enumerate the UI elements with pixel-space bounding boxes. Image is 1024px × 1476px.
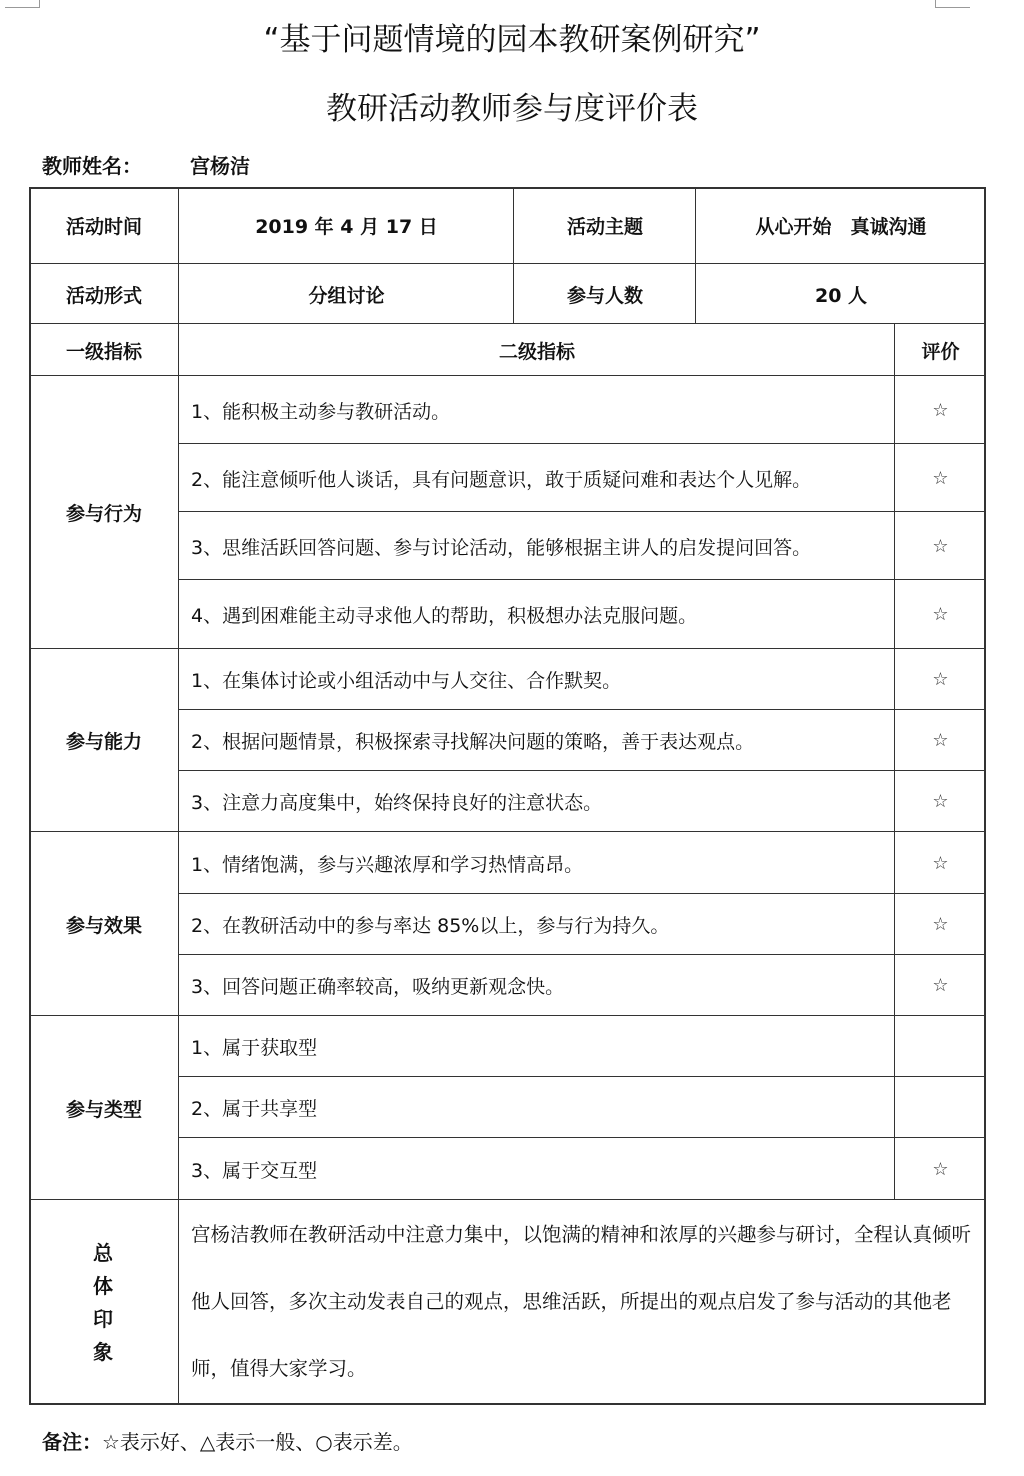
column-header-rating: 评价 (921, 340, 960, 363)
column-header-level1: 一级指标 (65, 340, 142, 363)
indicator-text: 2、属于共享型 (191, 1098, 318, 1120)
activity-time-value: 2019 年 4 月 17 日 (255, 216, 438, 238)
teacher-name-value: 宫杨洁 (190, 154, 250, 178)
footnote-text: ☆表示好、△表示一般、○表示差。 (102, 1430, 413, 1454)
document-subtitle: 教研活动教师参与度评价表 (326, 91, 698, 127)
rating-mark: ☆ (932, 669, 949, 690)
indicator-text: 1、能积极主动参与教研活动。 (191, 400, 451, 423)
activity-theme-value: 从心开始 真诚沟通 (755, 216, 927, 238)
participant-count-label: 参与人数 (566, 284, 643, 307)
rating-mark: ☆ (932, 852, 949, 874)
rating-mark: ☆ (932, 975, 949, 996)
document-title: “基于问题情境的园本教研案例研究” (263, 22, 761, 58)
impression-label-char: 体 (93, 1273, 113, 1298)
teacher-name-label: 教师姓名： (42, 154, 142, 178)
rating-mark: ☆ (932, 791, 949, 812)
impression-label (29, 1200, 177, 1405)
footnote (42, 1426, 413, 1455)
participant-count-value: 20 人 (814, 284, 868, 307)
impression-label-char: 总 (93, 1240, 113, 1265)
crop-mark-right (935, 0, 970, 8)
rating-mark: ☆ (932, 535, 949, 557)
activity-theme-label: 活动主题 (566, 216, 643, 238)
rating-mark (895, 1016, 986, 1077)
evaluation-table (29, 187, 986, 1405)
indicator-text: 2、在教研活动中的参与率达 85%以上，参与行为持久。 (191, 915, 670, 937)
indicator-text: 3、注意力高度集中，始终保持良好的注意状态。 (191, 792, 603, 814)
indicator-text: 3、属于交互型 (191, 1159, 318, 1182)
rating-mark: ☆ (932, 399, 949, 421)
column-header-level2: 二级指标 (498, 340, 575, 363)
teacher-name-row (42, 150, 250, 179)
crop-mark-left (5, 0, 40, 8)
rating-mark: ☆ (932, 730, 949, 751)
rating-mark: ☆ (932, 914, 949, 935)
rating-mark: ☆ (932, 467, 949, 489)
activity-form-label: 活动形式 (65, 284, 142, 307)
indicator-text: 1、属于获取型 (191, 1037, 318, 1059)
indicator-text: 2、根据问题情景，积极探索寻找解决问题的策略，善于表达观点。 (191, 731, 755, 753)
indicator-text: 1、情绪饱满，参与兴趣浓厚和学习热情高昂。 (191, 853, 584, 876)
indicator-text: 3、思维活跃回答问题、参与讨论活动，能够根据主讲人的启发提问回答。 (191, 536, 812, 559)
activity-form-value: 分组讨论 (308, 284, 385, 307)
rating-mark (895, 1077, 986, 1138)
activity-time-label: 活动时间 (65, 216, 142, 238)
impression-text: 宫杨洁教师在教研活动中注意力集中，以饱满的精神和浓厚的兴趣参与研讨，全程认真倾听他人回答，多次主动发表自己的观点，思维活跃，所提出的观点启发了参与活动的其他老师，值得大家学习。 (191, 1223, 972, 1380)
rating-mark: ☆ (932, 604, 949, 625)
indicator-text: 4、遇到困难能主动寻求他人的帮助，积极想办法克服问题。 (191, 605, 698, 627)
group-label-behavior: 参与行为 (65, 503, 142, 525)
group-label-type: 参与类型 (65, 1098, 142, 1121)
indicator-text: 2、能注意倾听他人谈话，具有问题意识，敢于质疑问难和表达个人见解。 (191, 468, 812, 491)
rating-mark: ☆ (932, 1158, 949, 1180)
indicator-text: 1、在集体讨论或小组活动中与人交往、合作默契。 (191, 670, 622, 692)
impression-label-char: 印 (93, 1306, 113, 1331)
group-label-effect: 参与效果 (65, 914, 142, 937)
footnote-label: 备注： (42, 1430, 102, 1454)
group-label-ability: 参与能力 (65, 731, 142, 753)
indicator-text: 3、回答问题正确率较高，吸纳更新观念快。 (191, 976, 565, 998)
impression-label-char: 象 (93, 1339, 113, 1364)
